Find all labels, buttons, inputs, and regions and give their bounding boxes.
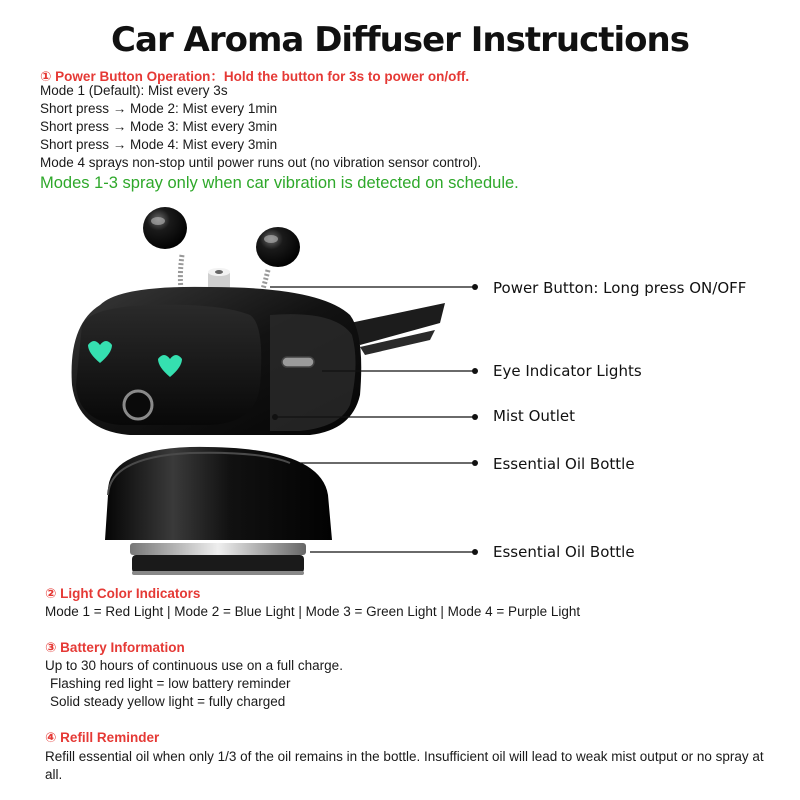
power-heading: ① Power Button Operation：Hold the button for 3s to power on/off. [40,69,470,84]
callout-eye-lights: Eye Indicator Lights [493,362,642,380]
diffuser-illustration [60,195,500,595]
light-text: Mode 1 = Red Light | Mode 2 = Blue Light | Mode 3 = Green Light | Mode 4 = Purple Light [45,604,581,619]
battery-line-2: Flashing red light = low battery reminder [50,676,291,691]
battery-line-1: Up to 30 hours of continuous use on a full charge. [45,658,343,673]
vibration-note: Modes 1-3 spray only when car vibration is detected on schedule. [40,174,519,192]
power-line-4: Short press → Mode 4: Mist every 3min [40,137,278,152]
base-foot [132,555,304,573]
power-line-3: Short press → Mode 3: Mist every 3min [40,119,278,134]
refill-text: Refill essential oil when only 1/3 of the oil remains in the bottle. Insufficient oil will lead to weak mist output or no spray at all. [45,749,764,782]
base-ring [130,543,306,555]
callout-power-button: Power Button: Long press ON/OFF [493,279,747,297]
callout-oil-bottle-1: Essential Oil Bottle [493,455,635,473]
refill-heading: ④ Refill Reminder [45,730,160,745]
power-line-1: Mode 1 (Default): Mist every 3s [40,83,228,98]
power-line-2: Short press → Mode 2: Mist every 1min [40,101,278,116]
page-title: Car Aroma Diffuser Instructions [111,20,689,60]
battery-heading: ③ Battery Information [45,640,185,655]
right-antenna-ball [256,227,300,267]
battery-line-3: Solid steady yellow light = fully charged [50,694,286,709]
callout-mist-outlet: Mist Outlet [493,407,576,425]
power-line-5: Mode 4 sprays non-stop until power runs out (no vibration sensor control). [40,155,482,170]
callout-oil-bottle-2: Essential Oil Bottle [493,543,635,561]
side-slot [282,357,314,367]
mist-outlet [124,391,152,419]
left-antenna-ball [143,207,187,249]
light-heading: ② Light Color Indicators [45,586,201,601]
